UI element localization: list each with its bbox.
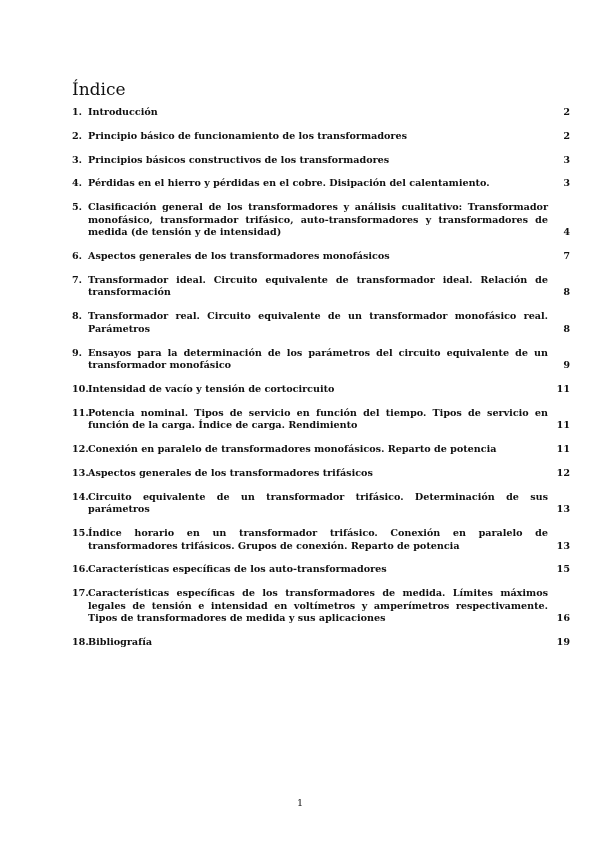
toc-entry-title: Introducción xyxy=(88,107,158,118)
toc-entry[interactable] xyxy=(72,564,570,577)
toc-entry-page: 19 xyxy=(556,637,570,649)
toc-entry[interactable] xyxy=(72,444,570,457)
toc-entry-page: 16 xyxy=(556,613,570,625)
toc-entry[interactable] xyxy=(72,492,570,517)
toc-entry[interactable] xyxy=(72,348,570,373)
toc-entry-page: 13 xyxy=(556,540,570,552)
toc-entry-title: Características específicas de los transformadores de medida. Límites máximos legales de tensión e intensidad en voltímetros y amperímetros respectivamente. Tipos de transformadores de medida y sus aplicaciones xyxy=(88,588,548,625)
toc-entry-page: 2 xyxy=(563,107,570,118)
toc-entry-title: Características específicas de los auto-transformadores xyxy=(88,564,387,576)
toc-entry[interactable] xyxy=(72,107,570,120)
toc-entry-title: Intensidad de vacío y tensión de cortocircuito xyxy=(88,384,335,395)
toc-entry-number: 6. xyxy=(72,251,83,263)
toc-entry-page: 12 xyxy=(556,467,570,479)
toc-entry-page: 11 xyxy=(556,384,570,395)
toc-entry[interactable] xyxy=(72,155,570,168)
toc-entry-title: Pérdidas en el hierro y pérdidas en el cobre. Disipación del calentamiento. xyxy=(88,178,490,190)
toc-entry[interactable] xyxy=(72,384,570,397)
toc-entry[interactable] xyxy=(72,311,570,336)
toc-entry-number: 2. xyxy=(72,130,83,142)
toc-entry-title: Principios básicos constructivos de los transformadores xyxy=(88,154,390,166)
toc-entry[interactable] xyxy=(72,178,570,191)
toc-entry-number: 1. xyxy=(72,107,83,118)
toc-entry-number: 11. xyxy=(72,407,89,419)
toc-entry-number: 5. xyxy=(72,202,83,214)
toc-entry-page: 4 xyxy=(563,227,570,239)
toc-entry-number: 12. xyxy=(72,444,89,456)
toc-entry-number: 8. xyxy=(72,311,83,323)
toc-entry[interactable] xyxy=(72,468,570,481)
toc-entry[interactable] xyxy=(72,251,570,264)
page-number-footer: 1 xyxy=(296,798,304,809)
toc-entry[interactable] xyxy=(72,528,570,553)
toc-entry[interactable] xyxy=(72,408,570,433)
toc-entry[interactable] xyxy=(72,637,570,650)
toc-entry-page: 15 xyxy=(556,564,570,576)
toc-entry-title: Transformador real. Circuito equivalente de un transformador monofásico real. Parámetros xyxy=(88,311,548,335)
toc-entry-page: 3 xyxy=(563,178,570,190)
toc-entry-number: 15. xyxy=(72,528,89,540)
toc-title: Índice xyxy=(72,80,126,100)
toc-entry-number: 13. xyxy=(72,467,89,479)
toc-entry-number: 17. xyxy=(72,588,89,600)
toc-entry[interactable] xyxy=(72,131,570,144)
toc-entry-number: 10. xyxy=(72,384,89,395)
toc-entry-title: Clasificación general de los transformadores y análisis cualitativo: Transformador monofásico, transformador trifásico, auto-transformadores y transformadores de medida (de tensión y de intensidad) xyxy=(88,202,548,239)
toc-entry-number: 18. xyxy=(72,637,89,649)
toc-entry[interactable] xyxy=(72,275,570,300)
toc-entry-number: 9. xyxy=(72,347,83,359)
toc-entry-page: 3 xyxy=(563,154,570,166)
toc-entry[interactable] xyxy=(72,588,570,626)
toc-entry-page: 2 xyxy=(563,130,570,142)
toc-entry[interactable] xyxy=(72,202,570,240)
toc-entry-number: 16. xyxy=(72,564,89,576)
toc-entry-title: Aspectos generales de los transformadores trifásicos xyxy=(88,467,373,479)
toc-entry-title: Principio básico de funcionamiento de los transformadores xyxy=(88,130,407,142)
toc-entry-page: 11 xyxy=(556,420,570,432)
toc-entry-title: Bibliografía xyxy=(88,637,153,649)
toc-entry-title: Ensayos para la determinación de los parámetros del circuito equivalente de un transformador monofásico xyxy=(88,347,548,372)
toc-entry-title: Aspectos generales de los transformadores monofásicos xyxy=(88,251,390,263)
toc-entry-title: Transformador ideal. Circuito equivalente de transformador ideal. Relación de transformación xyxy=(88,274,548,299)
toc-entry-page: 13 xyxy=(556,504,570,516)
toc-entry-title: Circuito equivalente de un transformador trifásico. Determinación de sus parámetros xyxy=(88,491,548,516)
toc-entry-number: 3. xyxy=(72,154,83,166)
toc-entry-number: 7. xyxy=(72,274,83,286)
toc-entry-page: 11 xyxy=(556,444,570,456)
table-of-contents xyxy=(72,107,570,661)
toc-entry-page: 9 xyxy=(563,360,570,372)
toc-entry-page: 7 xyxy=(563,251,570,263)
toc-entry-page: 8 xyxy=(563,287,570,299)
toc-entry-page: 8 xyxy=(563,323,570,335)
toc-entry-number: 4. xyxy=(72,178,83,190)
toc-entry-number: 14. xyxy=(72,491,89,503)
toc-entry-title: Conexión en paralelo de transformadores monofásicos. Reparto de potencia xyxy=(88,444,497,456)
toc-entry-title: Índice horario en un transformador trifásico. Conexión en paralelo de transformadores trifásicos. Grupos de conexión. Reparto de potencia xyxy=(88,528,548,552)
toc-entry-title: Potencia nominal. Tipos de servicio en función del tiempo. Tipos de servicio en función de la carga. Índice de carga. Rendimiento xyxy=(88,407,548,432)
